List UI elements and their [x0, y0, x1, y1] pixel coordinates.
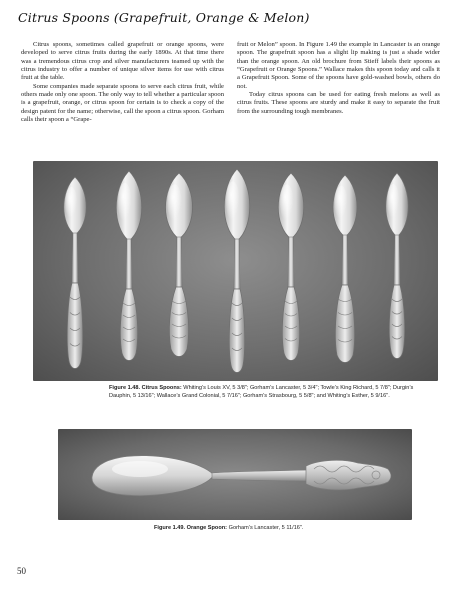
spoon	[64, 177, 87, 369]
spoon	[116, 171, 142, 361]
spoon	[166, 173, 193, 357]
spoons-illustration	[33, 161, 438, 381]
text-column-right	[237, 41, 440, 116]
text-column-left	[21, 41, 224, 124]
spoon	[386, 173, 409, 359]
figure-caption	[109, 385, 414, 400]
paragraph: Some companies made separate spoons to serve each citrus fruit, while others made only one spoon. The only way to tell whether a particular spoon is a grapefruit, orange, or citrus spoon for certain is to check a copy of the design patent for the name; otherwise, call the spoon a citrus spoon. Gorham calls their spoon a “Grape-	[21, 82, 224, 124]
page-title: Citrus Spoons (Grapefruit, Orange & Melon)	[18, 10, 310, 25]
paragraph: fruit or Melon” spoon. In Figure 1.49 the example in Lancaster is an orange spoon. The grapefruit spoon has a slight lip making is just a shade wider than the orange spoon. An old brochure from Stieff labels their spoons as “Grapefruit or Orange Spoons.” Wallace makes this spoon today and calls it a Grapefruit Spoon. Some of the spoons have gold-washed bowls, others do not.	[237, 41, 440, 90]
figure-label: Figure 1.48. Citrus Spoons:	[109, 385, 182, 391]
spoon	[224, 169, 250, 373]
figure-text: Gorham’s Lancaster, 5 11/16".	[227, 525, 304, 531]
spoon	[278, 173, 304, 361]
paragraph: Citrus spoons, sometimes called grapefruit or orange spoons, were developed to serve citrus fruits during the early 1890s. At that time there was a tremendous citrus crop and silver manufacturers teamed up with the citrus industry to offer a number of unique silver items for use with citrus fruit at the table.	[21, 41, 224, 82]
citrus-spoons-photo	[33, 161, 438, 381]
orange-spoon-illustration	[58, 429, 412, 520]
figure-label: Figure 1.49. Orange Spoon:	[154, 525, 228, 531]
figure-text: Whiting’s Louis XV, 5 3/8"; Gorham’s Lancaster, 5 3/4"; Towle’s King Richard, 5 7/8"; Durgin’s Dauphin, 5 13/16"; Wallace’s Grand Colonial, 5 7/16"; Gorham’s Strasbourg, 5 5/8"; and Whiting’s Esther, 5 9/16".	[109, 385, 414, 399]
page-number: 50	[17, 566, 26, 576]
figure-caption	[154, 525, 374, 533]
paragraph: Today citrus spoons can be used for eating fresh melons as well as citrus fruits. These spoons are sturdy and make it easy to separate the fruit from the surrounding tough membranes.	[237, 91, 440, 115]
spoon	[333, 175, 357, 363]
orange-spoon-photo	[58, 429, 412, 520]
